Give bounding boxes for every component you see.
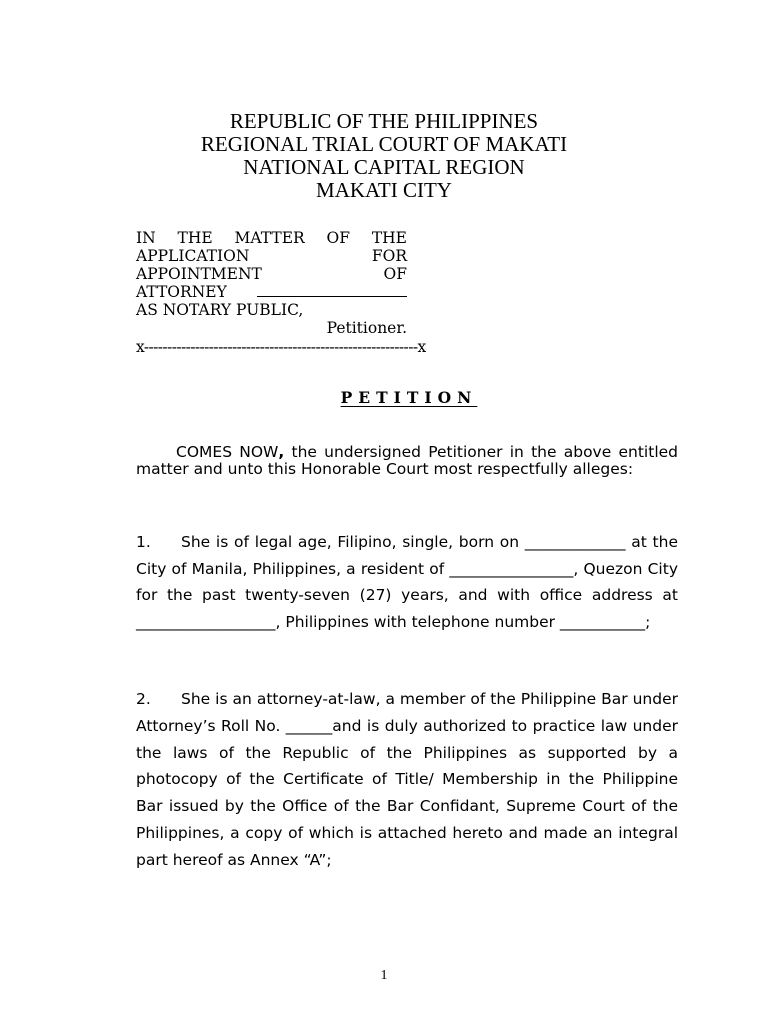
document-title-text: PETITION xyxy=(340,388,478,407)
header-line-republic: REPUBLIC OF THE PHILIPPINES xyxy=(229,109,539,133)
case-caption xyxy=(136,229,407,337)
allegation-text: She is an attorney-at-law, a member of the Philippine Bar under Attorney’s Roll No. ______and is duly authorized to practice law under the laws of the Republic of the Philippines as supported by a photocopy of the Certificate of Title/ Membership in the Philippine Bar issued by the Office of the Bar Confidant, Supreme Court of the Philippines, a copy of which is attached hereto and made an integral part hereof as Annex “A”; xyxy=(136,690,678,869)
caption-line-4 xyxy=(136,283,407,301)
caption-line-1 xyxy=(136,229,407,247)
header-line-city: MAKATI CITY xyxy=(316,178,452,202)
caption-notary-label: AS NOTARY PUBLIC, xyxy=(136,301,304,319)
caption-word: APPLICATION xyxy=(136,247,250,265)
caption-attorney-label: ATTORNEY xyxy=(136,283,227,301)
caption-line-3 xyxy=(136,265,407,283)
caption-word: THE xyxy=(177,229,213,247)
document-title xyxy=(0,388,768,407)
caption-word: OF xyxy=(383,265,407,283)
allegation-number: 2. xyxy=(136,690,151,708)
allegation-1 xyxy=(136,529,678,635)
caption-word: THE xyxy=(371,229,407,247)
intro-paragraph xyxy=(136,444,678,478)
intro-lead: COMES NOW xyxy=(176,443,279,461)
caption-line-6 xyxy=(136,319,407,337)
allegation-2 xyxy=(136,686,678,874)
caption-line-5 xyxy=(136,301,407,319)
header-line-region: NATIONAL CAPITAL REGION xyxy=(243,155,525,179)
intro-text: the undersigned Petitioner in the above entitled matter and unto this Honorable Court most respectfully alleges: xyxy=(136,443,678,478)
header-line-court: REGIONAL TRIAL COURT OF MAKATI xyxy=(200,132,568,156)
caption-word: OF xyxy=(326,229,350,247)
caption-word: FOR xyxy=(371,247,407,265)
intro-comma: , xyxy=(278,443,285,461)
caption-separator: x-----------------------------------------------------------x xyxy=(136,338,426,356)
allegation-number: 1. xyxy=(136,533,151,551)
caption-word: IN xyxy=(136,229,156,247)
caption-petitioner-label: Petitioner. xyxy=(326,319,407,337)
allegation-text: She is of legal age, Filipino, single, born on _____________ at the City of Manila, Philippines, a resident of ________________, Quezon City for the past twenty-seven (27) years, and with office address at __________________, Philippines with telephone number ___________; xyxy=(136,533,678,631)
caption-line-2 xyxy=(136,247,407,265)
caption-word: MATTER xyxy=(234,229,305,247)
caption-word: APPOINTMENT xyxy=(136,265,262,283)
page-number: 1 xyxy=(380,968,388,983)
court-header xyxy=(0,110,768,202)
attorney-name-blank xyxy=(257,283,407,297)
